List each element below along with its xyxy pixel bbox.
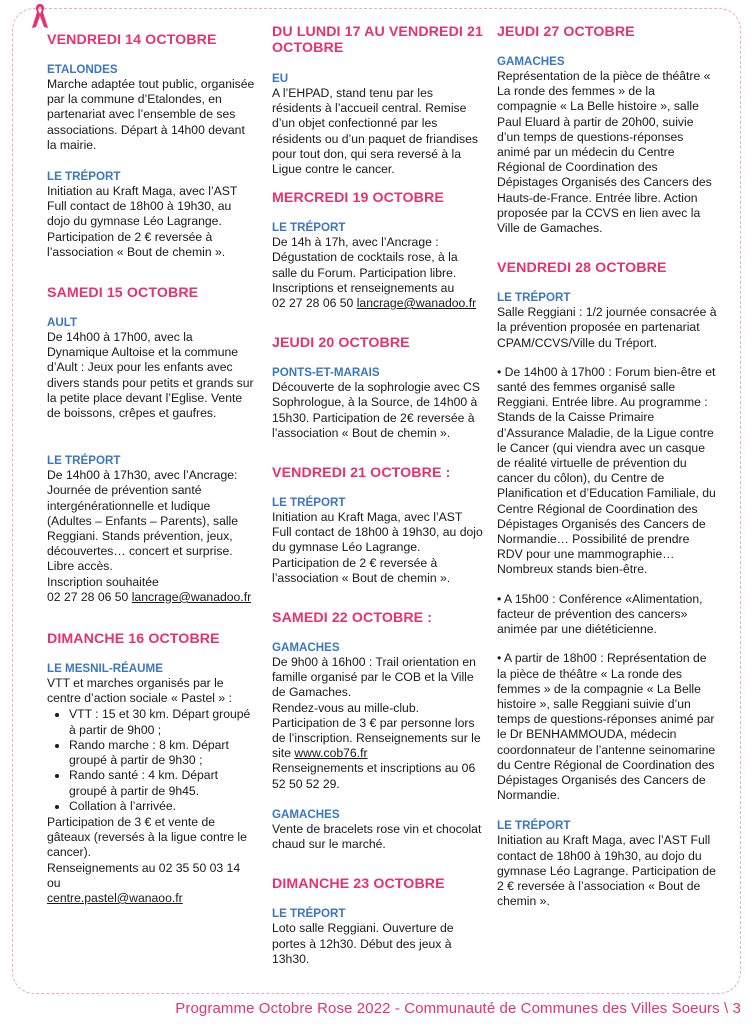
event-text: Inscription souhaitée	[47, 574, 159, 589]
event-text-part: Participation de 3 € par personne lors de l’inscription. Renseignements sur le site	[272, 715, 481, 761]
event-text: Initiation au Kraft Maga, avec l’AST Full contact de 18h00 à 19h30, au dojo du gymnase Léo Lagrange. Participation de 2 € reversée à l’association « Bout de chemin ».	[497, 833, 716, 909]
day-heading: JEUDI 20 OCTOBRE	[272, 335, 410, 352]
event-text: Rendez-vous au mille-club.	[272, 700, 419, 715]
column-1	[47, 24, 257, 906]
day-heading: VENDREDI 21 OCTOBRE :	[272, 465, 451, 482]
event-text: Initiation au Kraft Maga, avec l’AST Full contact de 18h00 à 19h30, au dojo du gymnase Léo Lagrange. Participation de 2 € reversée à l’association « Bout de chemin ».	[47, 184, 238, 259]
contact-line	[47, 891, 257, 906]
event-text	[272, 716, 484, 762]
event-text: Représentation de la pièce de théâtre « La ronde des femmes » de la compagnie « La Belle histoire », salle Paul Eluard à partir de 20h00, suivie d’un temps de questions-réponses animé par un médecin du Centre Régional de Coordination des Dépistages Organisés des Cancers des Hauts-de-France. Entrée libre. Action proposée par la CCVS en lien avec la Ville de Gamaches.	[497, 69, 712, 236]
event-text: Salle Reggiani : 1/2 journée consacrée à la prévention proposée en partenariat CPAM/CCVS/Ville du Tréport.	[497, 305, 717, 350]
list-item: • VTT : 15 et 30 km. Départ groupé à partir de 9h00 ;	[69, 707, 257, 737]
day-heading: DU LUNDI 17 AU VENDREDI 21 OCTOBRE	[272, 24, 483, 56]
place-label: LE TRÉPORT	[47, 170, 121, 184]
day-heading: VENDREDI 28 OCTOBRE	[497, 260, 667, 277]
list-item: • Collation à l’arrivée.	[69, 799, 257, 814]
event-text: Initiation au Kraft Maga, avec l’AST Full contact de 18h00 à 19h30, au dojo du gymnase Léo Lagrange. Participation de 2 € reversée à l’association « Bout de chemin ».	[272, 510, 483, 585]
place-label: AULT	[47, 316, 78, 330]
email-link[interactable]: centre.pastel@wanaoo.fr	[47, 890, 183, 905]
place-label: PONTS-ET-MARAIS	[272, 366, 380, 380]
day-heading: SAMEDI 15 OCTOBRE	[47, 285, 199, 302]
place-label: LE TRÉPORT	[497, 291, 571, 305]
event-text: VTT et marches organisés par le centre d’action sociale « Pastel » :	[47, 676, 232, 706]
event-text: Renseignements et inscriptions au 06 52 50 52 29.	[272, 761, 476, 791]
place-label: LE TRÉPORT	[272, 221, 346, 235]
day-heading: VENDREDI 14 OCTOBRE	[47, 32, 217, 48]
contact-line	[272, 296, 484, 311]
day-heading: JEUDI 27 OCTOBRE	[497, 24, 635, 40]
event-text: Loto salle Reggiani. Ouverture de portes à 12h30. Début des jeux à 13h30.	[272, 921, 454, 966]
event-text: Participation de 3 € et vente de gâteaux (reversés à la ligue contre le cancer).	[47, 814, 247, 860]
place-label: GAMACHES	[272, 641, 340, 655]
place-label: ETALONDES	[47, 63, 118, 76]
event-text: Découverte de la sophrologie avec CS Sophrologue, à la Source, de 14h00 à 15h30. Participation de 2€ reversée à l’association « Bout de chemin ».	[272, 380, 480, 440]
place-label: LE TRÉPORT	[47, 454, 121, 468]
place-label: LE MESNIL-RÉAUME	[47, 662, 163, 676]
event-text: A l’EHPAD, stand tenu par les résidents à l’accueil central. Remise d’un objet confectionné par les résidents ou d’un paquet de friandises pour tout don, qui sera reversé à la Ligue contre le cancer.	[272, 86, 478, 177]
bullet-paragraph: • A partir de 18h00 : Représentation de la pièce de théâtre « La ronde des femmes » de la compagnie « La Belle histoire », salle Reggiani suivie d’un temps de questions-réponses animé par le Dr BENHAMMOUDA, médecin coordonnateur de l’antenne seinomarine du Centre Régional de Coordination des Dépistages Organisés des Cancers de Normandie.	[497, 651, 716, 803]
day-heading: MERCREDI 19 OCTOBRE	[272, 190, 444, 207]
place-label: LE TRÉPORT	[272, 907, 346, 921]
phone-number: 02 27 28 06 50	[272, 296, 354, 311]
day-heading: DIMANCHE 16 OCTOBRE	[47, 631, 220, 648]
place-label: GAMACHES	[272, 807, 340, 821]
event-text: De 14h à 17h, avec l’Ancrage : Dégustation de cocktails rose, à la salle du Forum. Participation libre. Inscriptions et renseignements au	[272, 235, 458, 295]
bullet-paragraph: • De 14h00 à 17h00 : Forum bien-être et santé des femmes organisé salle Reggiani. Entrée libre. Au programme : Stands de la Caisse Primaire d’Assurance Maladie, de la Ligue contre le Cancer (qui viendra avec un casque de réalité virtuelle de prévention du cancer du côlon), du Centre de Planification et d’Education Familiale, du Centre Régional de Coordination des Dépistages Organisés des Cancers de Normandie… Possibilité de prendre RDV pour une mammographie… Nombreux stands bien-être.	[497, 364, 716, 577]
column-2	[272, 24, 484, 967]
event-text: Marche adaptée tout public, organisée par la commune d’Etalondes, en partenariat avec l’ensemble de ses associations. Départ à 14h00 devant la mairie.	[47, 77, 255, 152]
day-heading: SAMEDI 22 OCTOBRE :	[272, 610, 433, 627]
bullet-list	[47, 707, 257, 813]
event-text: De 9h00 à 16h00 : Trail orientation en famille organisé par le COB et la Ville de Gamaches.	[272, 655, 476, 700]
email-link[interactable]: lancrage@wanadoo.fr	[356, 296, 477, 311]
website-link[interactable]: www.cob76.fr	[294, 746, 368, 761]
list-item: • Rando marche : 8 km. Départ groupé à partir de 9h30 ;	[69, 738, 257, 768]
place-label: EU	[272, 72, 289, 85]
place-label: LE TRÉPORT	[272, 496, 346, 510]
place-label: GAMACHES	[497, 55, 565, 68]
place-label: LE TRÉPORT	[497, 819, 571, 833]
event-text: De 14h00 à 17h00, avec la Dynamique Aultoise et la commune d’Ault : Jeux pour les enfants avec divers stands pour petits et grands sur la petite place devant l’Eglise. Vente de boissons, crêpes et gaufres.	[47, 330, 254, 421]
list-item: • Rando santé : 4 km. Départ groupé à partir de 9h45.	[69, 768, 257, 798]
column-3	[497, 24, 717, 909]
day-heading: DIMANCHE 23 OCTOBRE	[272, 876, 445, 893]
bullet-paragraph: • A 15h00 : Conférence «Alimentation, facteur de prévention des cancers» animée par une diététicienne.	[497, 591, 703, 637]
event-text: Vente de bracelets rose vin et chocolat chaud sur le marché.	[272, 821, 482, 852]
event-text: Renseignements au 02 35 50 03 14 ou	[47, 860, 241, 890]
event-text: De 14h00 à 17h30, avec l’Ancrage: Journée de prévention santé intergénérationnelle et ludique (Adultes – Enfants – Parents), salle Reggiani. Stands prévention, jeux, découvertes… concert et surprise. Libre accès.	[47, 468, 239, 574]
contact-line	[47, 590, 257, 605]
page-footer: Programme Octobre Rose 2022 - Communauté de Communes des Villes Soeurs \ 3	[175, 1000, 741, 1017]
email-link[interactable]: lancrage@wanadoo.fr	[131, 589, 252, 604]
phone-number: 02 27 28 06 50	[47, 589, 129, 604]
